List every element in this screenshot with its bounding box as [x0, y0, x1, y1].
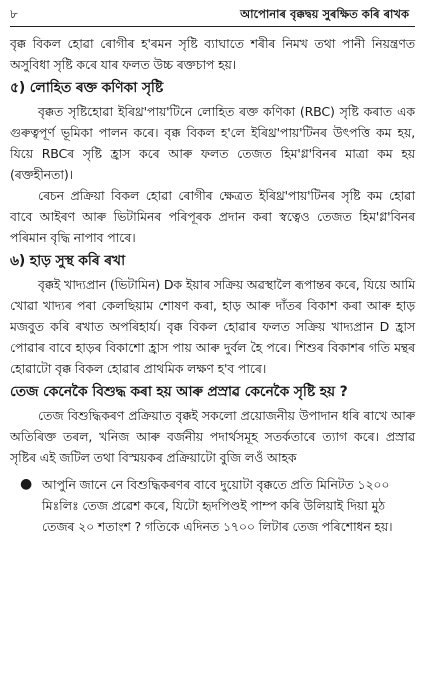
- bullet-dot-icon: ●: [19, 476, 33, 492]
- intro-paragraph: বৃক্ক বিকল হোৱা ৰোগীৰ হ'ৰমন সৃষ্টি ব্যাঘাতে শৰীৰ নিমখ তথা পানী নিয়ন্ত্ৰণত অসুবিধা সৃষ্টি কৰে যাৰ ফলত উচ্চ ৰক্তচাপ হয়।: [10, 36, 415, 72]
- section-heading-blood-purification: তেজ কেনেকৈ বিশুদ্ধ কৰা হয় আৰু প্ৰস্ৰাৱ কেনেকৈ সৃষ্টি হয় ?: [10, 384, 348, 400]
- running-title: আপোনাৰ বৃক্কদ্বয় সুৰক্ষিত কৰি ৰাখক: [240, 7, 409, 21]
- rbc-paragraph-1: বৃক্কত সৃষ্টিহোৱা ইৰিথ্ৰ'পায়'টিনে লোহিত ৰক্ত কণিকা (RBC) সৃষ্টি কৰাত এক গুৰুত্বপূৰ্ণ ভূমিকা পালন কৰে। বৃক্ক বিকল হ'লে ইৰিথ্ৰ'পায়'টিনৰ উৎপত্তি কম হয়, যিয়ে RBCৰ সৃষ্টি হ্ৰাস কৰে আৰু ফলত তেজত হিম'গ্ল'বিনৰ মাত্ৰা কম হয় (ৰক্তহীনতা)।: [10, 104, 415, 182]
- blood-purification-paragraph: তেজ বিশুদ্ধিকৰণ প্ৰক্ৰিয়াত বৃক্কই সকলো প্ৰয়োজনীয় উপাদান ধৰি ৰাখে আৰু অতিৰিক্ত তৰল, খনিজ আৰু বৰ্জনীয় পদাৰ্থসমূহ সতৰ্কতাৰে ত্যাগ কৰে। প্ৰস্ৰাৱ সৃষ্টিৰ এই জটিল তথা বিস্ময়কৰ প্ৰক্ৰিয়াটো বুজি লওঁ আহক: [10, 408, 415, 465]
- page-number: ৮: [10, 7, 18, 21]
- rbc-paragraph-2: ৰেচন প্ৰক্ৰিয়া বিকল হোৱা ৰোগীৰ ক্ষেত্ৰত ইৰিথ্ৰ'পায়'টিনৰ সৃষ্টি কম হোৱা বাবে আইৰণ আৰু ভিটামিনৰ পৰিপূৰক প্ৰদান কৰা স্বত্বেও তেজত হিম'গ্ল'বিনৰ পৰিমান বৃদ্ধি নাপাব পাৰে।: [10, 188, 415, 245]
- section-heading-rbc: ৫) লোহিত ৰক্ত কণিকা সৃষ্টি: [10, 80, 164, 96]
- page-header: [10, 6, 415, 27]
- page-content: [10, 33, 415, 537]
- section-heading-bones: ৬) হাড় সুস্থ কৰি ৰখা: [10, 253, 125, 269]
- bullet-text: আপুনি জানে নে বিশুদ্ধিকৰণৰ বাবে দুয়োটা বৃক্কতে প্ৰতি মিনিটত ১২০০ মিঃলিঃ তেজ প্ৰৱেশ কৰে, যিটো হৃদপিণ্ডই পাম্প কৰি উলিয়াই দিয়া মুঠ তেজৰ ২০ শতাংশ ? গতিকে এদিনত ১৭০০ লিটাৰ তেজ পৰিশোধন হয়।: [42, 477, 393, 534]
- bullet-item: [10, 474, 415, 537]
- bones-paragraph: বৃক্কই খাদ্যপ্ৰান (ভিটামিন) Dক ইয়াৰ সক্ৰিয় অৱস্থালৈ ৰূপান্তৰ কৰে, যিয়ে আমি খোৱা খাদ্যৰ পৰা কেলছিয়াম শোষণ কৰা, হাড় আৰু দাঁতৰ বিকাশ কৰা আৰু হাড় মজবুত কৰি ৰখাত অপৰিহাৰ্য। বৃক্ক বিকল হোৱাৰ ফলত সক্ৰিয় খাদ্যপ্ৰান D হ্ৰাস পোৱাৰ বাবে হাড়ৰ বিকাশো হ্ৰাস পায় আৰু দুৰ্বল হৈ পৰে। শিশুৰ বিকাশৰ গতি মন্থৰ হোৱাটো বৃক্ক বিকল হোৱাৰ প্ৰাথমিক লক্ষণ হ'ব পাৰে।: [10, 277, 415, 376]
